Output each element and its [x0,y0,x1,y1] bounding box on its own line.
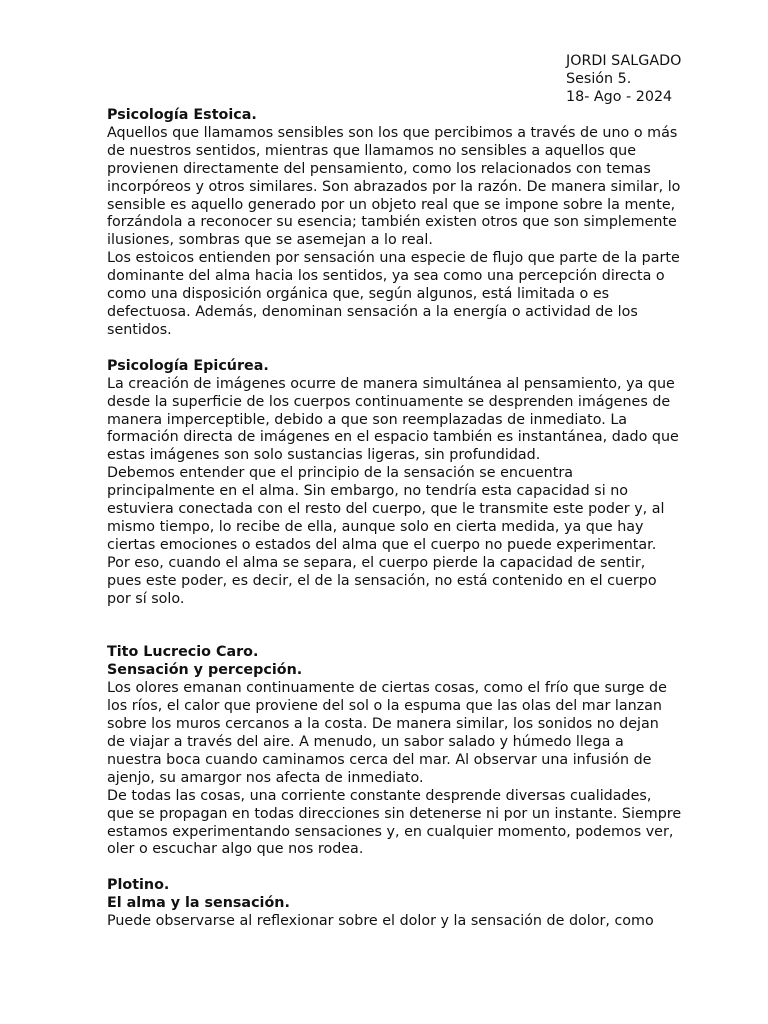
text-line: estamos experimentando sensaciones y, en cualquier momento, podemos ver, [107,823,674,840]
text-line: formación directa de imágenes en el espacio también es instantánea, dado que [107,429,679,446]
text-line: Debemos entender que el principio de la sensación se encuentra [107,465,573,482]
section-subtitle-lucretius: Sensación y percepción. [107,662,303,679]
text-line: incorpóreos y otros similares. Son abrazados por la razón. De manera similar, lo [107,178,681,195]
text-line: Los olores emanan continuamente de ciertas cosas, como el frío que surge de [107,680,667,697]
section-title-lucretius: Tito Lucrecio Caro. [107,644,259,661]
text-line: estuviera conectada con el resto del cuerpo, que le transmite este poder y, al [107,501,665,518]
text-line: oler o escuchar algo que nos rodea. [107,841,364,858]
paragraph [107,680,667,787]
paragraph [107,124,681,250]
paragraph [107,375,679,466]
text-line: estas imágenes son solo sustancias ligeras, sin profundidad. [107,447,541,464]
section-title-plotinus: Plotino. [107,877,170,894]
author-name: JORDI SALGADO [566,53,682,69]
section-title-epicurean: Psicología Epicúrea. [107,357,269,374]
text-line: por sí solo. [107,590,185,607]
paragraph [107,913,667,931]
text-line: ajenjo, su amargor nos afecta de inmediato. [107,769,424,786]
paragraph [107,787,682,860]
text-line: pues este poder, es decir, el de la sensación, no está contenido en el cuerpo [107,572,657,589]
section-title-stoic: Psicología Estoica. [107,107,257,123]
text-line: Por eso, cuando el alma se separa, el cuerpo pierde la capacidad de sentir, [107,554,646,571]
text-line: dominante del alma hacia los sentidos, ya sea como una percepción directa o [107,268,665,285]
text-line: forzándola a reconocer su esencia; también existen otros que son simplemente [107,214,677,231]
text-line: Puede observarse al reflexionar sobre el dolor y la sensación de dolor, como [107,913,654,930]
session-label: Sesión 5. [566,70,632,87]
document-body [107,107,682,931]
paragraph [107,250,680,340]
text-line: como una disposición orgánica que, según algunos, está limitada o es [107,286,610,303]
text-line: Los estoicos entienden por sensación una especie de flujo que parte de la parte [107,250,680,267]
text-line: La creación de imágenes ocurre de manera simultánea al pensamiento, ya que [107,375,675,392]
text-line: ilusiones, sombras que se asemejan a lo real. [107,232,433,249]
section-subtitle-plotinus: El alma y la sensación. [107,895,290,912]
text-line: Aquellos que llamamos sensibles son los que percibimos a través de uno o más [107,124,678,141]
text-line: sentidos. [107,321,172,338]
paragraph [107,465,667,608]
text-line: ciertas emociones o estados del alma que el cuerpo no puede experimentar. [107,536,657,553]
text-line: de nuestros sentidos, mientras que llamamos no sensibles a aquellos que [107,142,636,159]
text-line: sobre los muros cercanos a la costa. De manera similar, los sonidos no dejan [107,716,659,733]
text-line: que se propagan en todas direcciones sin detenerse ni por un instante. Siempre [107,805,682,822]
text-line: nuestra boca cuando caminamos cerca del mar. Al observar una infusión de [107,751,652,768]
text-line: De todas las cosas, una corriente constante desprende diversas cualidades, [107,787,652,804]
text-line: desde la superficie de los cuerpos continuamente se desprenden imágenes de [107,393,671,410]
text-line: sensible es aquello generado por un objeto real que se impone sobre la mente, [107,196,676,213]
text-line: defectuosa. Además, denominan sensación a la energía o actividad de los [107,303,638,320]
text-line: provienen directamente del pensamiento, como los relacionados con temas [107,160,651,177]
document-header [566,53,756,107]
text-line: principalmente en el alma. Sin embargo, no tendría esta capacidad si no [107,483,629,500]
text-line: manera imperceptible, debido a que son reemplazadas de inmediato. La [107,411,628,428]
text-line: mismo tiempo, lo recibe de ella, aunque solo en cierta medida, ya que hay [107,518,644,535]
text-line: de viajar a través del aire. A menudo, un sabor salado y húmedo llega a [107,734,624,750]
document-date: 18- Ago - 2024 [566,88,673,105]
text-line: los ríos, el calor que proviene del sol o la espuma que las olas del mar lanzan [107,698,662,715]
